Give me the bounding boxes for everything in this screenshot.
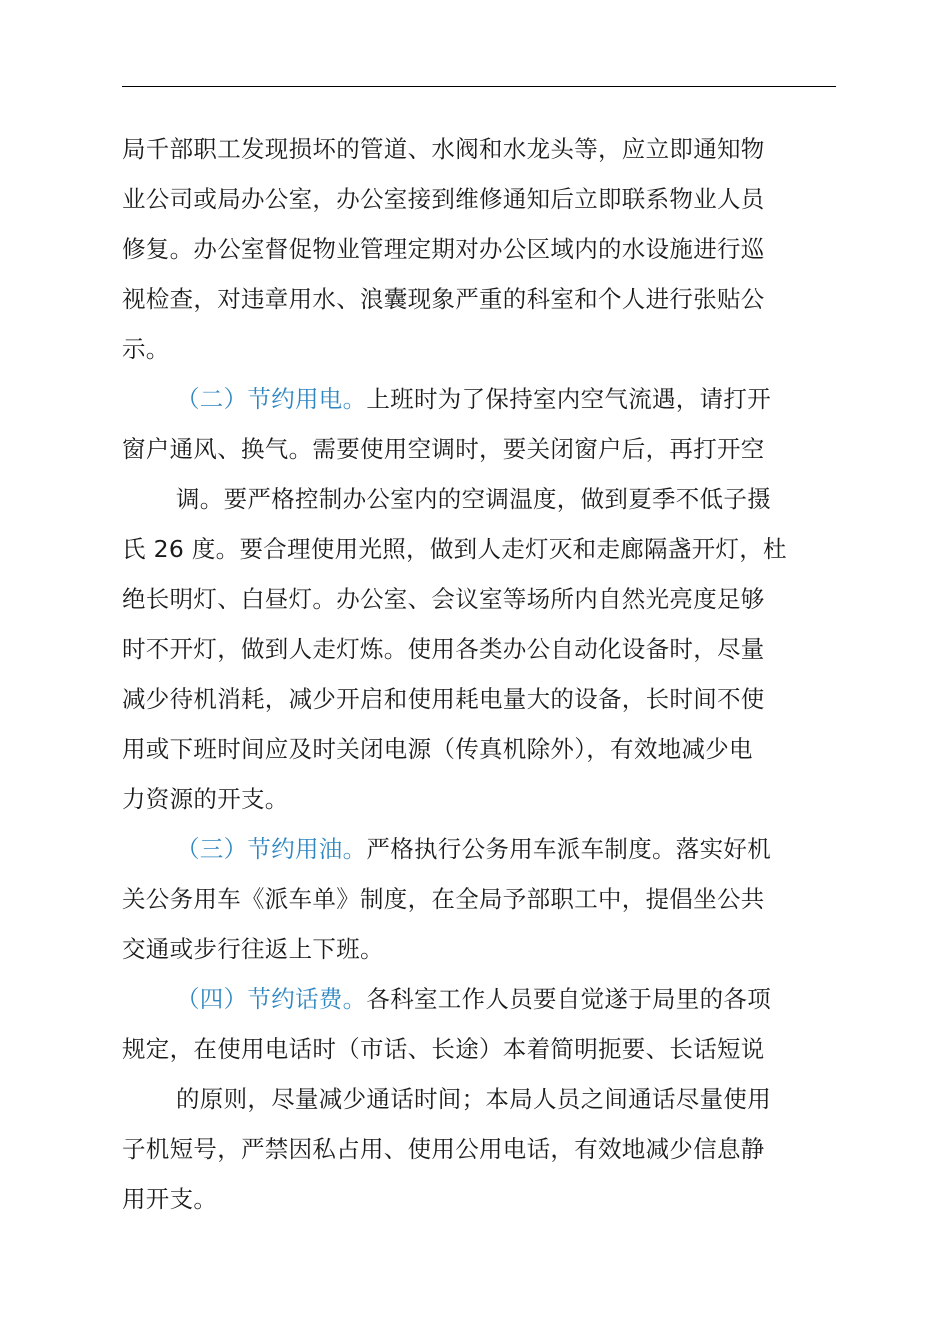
paragraph-first-line xyxy=(176,829,771,869)
paragraph-first-line xyxy=(176,979,771,1019)
text-line: 关公务用车《派车单》制度，在全局予部职工中，提倡坐公共 xyxy=(122,885,765,913)
section-heading-electricity: （二）节约用电。 xyxy=(176,385,367,413)
text-run: 严格执行公务用车派车制度。落实好机 xyxy=(366,835,772,863)
paragraph-first-line xyxy=(176,379,771,419)
text-line: 的原则，尽量减少通话时间；本局人员之间通话尽量使用 xyxy=(176,1085,771,1113)
text-line: 视检查，对违章用水、浪囊现象严重的科室和个人进行张贴公 xyxy=(122,285,765,313)
text-line: 窗户通风、换气。需要使用空调时，要关闭窗户后，再打开空 xyxy=(122,435,765,463)
text-line: 氏 26 度。要合理使用光照，做到人走灯灭和走廊隔盏开灯，杜 xyxy=(122,535,787,563)
text-run: 上班时为了保持室内空气流遇，请打开 xyxy=(366,385,772,413)
text-line: 业公司或局办公室，办公室接到维修通知后立即联系物业人员 xyxy=(122,185,765,213)
text-run: 各科室工作人员要自觉遂于局里的各项 xyxy=(366,985,772,1013)
text-line: 用或下班时间应及时关闭电源（传真机除外），有效地减少电 xyxy=(122,735,753,763)
text-line: 调。要严格控制办公室内的空调温度，做到夏季不低子摄 xyxy=(176,485,771,513)
section-heading-fuel: （三）节约用油。 xyxy=(176,835,367,863)
text-line: 交通或步行往返上下班。 xyxy=(122,935,384,963)
text-line: 修复。办公室督促物业管理定期对办公区域内的水设施进行巡 xyxy=(122,235,765,263)
text-line: 时不开灯，做到人走灯炼。使用各类办公自动化设备时，尽量 xyxy=(122,635,765,663)
header-rule xyxy=(122,86,836,87)
text-line: 减少待机消耗，减少开启和使用耗电量大的设备，长时间不使 xyxy=(122,685,765,713)
text-line: 子机短号，严禁因私占用、使用公用电话，有效地减少信息静 xyxy=(122,1135,765,1163)
text-line: 用开支。 xyxy=(122,1185,218,1213)
text-line: 力资源的开支。 xyxy=(122,785,289,813)
section-heading-phone: （四）节约话费。 xyxy=(176,985,367,1013)
text-line: 示。 xyxy=(122,335,170,363)
text-line: 绝长明灯、白昼灯。办公室、会议室等场所内自然光亮度足够 xyxy=(122,585,765,613)
text-line: 规定，在使用电话时（市话、长途）本着简明扼要、长话短说 xyxy=(122,1035,765,1063)
text-line: 局千部职工发现损坏的管道、水阀和水龙头等，应立即通知物 xyxy=(122,135,765,163)
